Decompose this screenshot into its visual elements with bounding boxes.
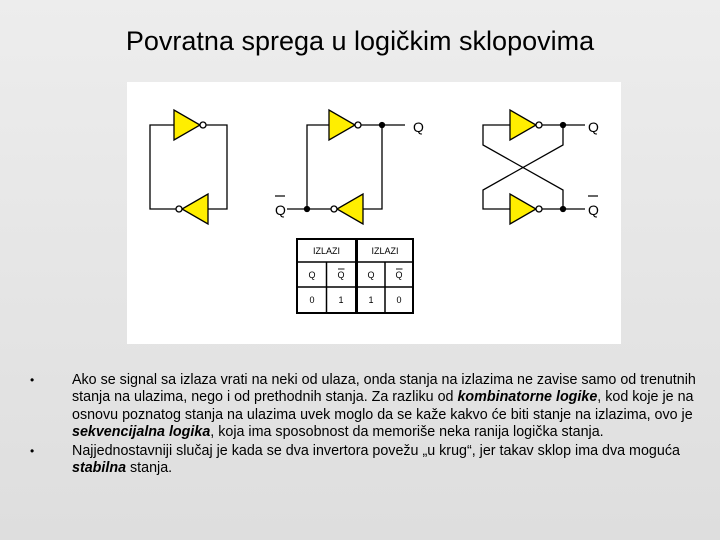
inverter-top-2 xyxy=(329,110,355,140)
bullet-marker: • xyxy=(30,444,35,459)
wire xyxy=(206,125,227,209)
junction-dot xyxy=(561,123,566,128)
wire xyxy=(307,125,329,209)
bullet-item xyxy=(30,443,700,478)
inverter-top-1 xyxy=(174,110,200,140)
slide-title: Povratna sprega u logičkim sklopovima xyxy=(125,26,595,56)
term-combinational-logic: kombinatorne logike xyxy=(457,389,598,406)
circuit-cross-coupled xyxy=(483,110,585,224)
table-col-q: Q xyxy=(308,270,316,280)
bullet-list xyxy=(30,372,700,480)
wire xyxy=(363,125,382,209)
term-sequential-logic: sekvencijalna logika xyxy=(72,423,211,440)
inverter-bubble xyxy=(200,122,206,128)
table-value-qbar: 1 xyxy=(338,295,344,305)
wire xyxy=(483,125,563,209)
bullet-text: , koja ima sposobnost da memoriše neka ranija logička stanja. xyxy=(210,423,604,440)
inverter-bubble xyxy=(355,122,361,128)
bullet-text: stanja. xyxy=(126,460,173,477)
bullet-marker: • xyxy=(30,373,35,387)
feedback-diagram xyxy=(127,82,621,344)
junction-dot xyxy=(305,207,310,212)
inverter-bottom-2 xyxy=(337,194,363,224)
table-col-qbar: Q xyxy=(337,270,345,280)
state-table-2 xyxy=(357,239,413,313)
bullet-text: , kod koje je na osnovu poznatog stanja na ulazima uvek moglo da se kaže kakvo će biti stanje na izlazima, ovo je xyxy=(72,389,694,423)
table-value-q: 0 xyxy=(309,295,315,305)
bullet-text: Ako se signal sa izlaza vrati na neki od ulaza, onda stanja na izlazima ne zavise samo od trenutnih stanja na ulazima, nego i od prethodnih stanja. Za razliku od xyxy=(72,372,696,406)
inverter-top-3 xyxy=(510,110,536,140)
bullet-item xyxy=(30,372,700,441)
inverter-bubble xyxy=(536,122,542,128)
junction-dot xyxy=(380,123,385,128)
wire xyxy=(150,125,176,209)
inverter-bubble xyxy=(176,206,182,212)
table-col-q: Q xyxy=(367,270,375,280)
state-table-1 xyxy=(297,239,356,313)
inverter-bottom-3 xyxy=(510,194,536,224)
inverter-bottom-1 xyxy=(182,194,208,224)
label-qbar-output: Q xyxy=(588,202,599,218)
bullet-text: Najjednostavniji slučaj je kada se dva invertora povežu „u krug“, jer takav sklop ima dva moguća xyxy=(72,443,680,460)
label-qbar-output: Q xyxy=(275,202,286,218)
table-header: IZLAZI xyxy=(371,246,399,256)
term-stable: stabilna xyxy=(72,460,127,477)
table-col-qbar: Q xyxy=(395,270,403,280)
circuit-loop-with-outputs xyxy=(287,110,405,224)
circuit-simple-loop xyxy=(150,110,227,224)
inverter-bubble xyxy=(331,206,337,212)
label-q-output: Q xyxy=(413,119,424,135)
junction-dot xyxy=(561,207,566,212)
table-header: IZLAZI xyxy=(312,246,341,256)
inverter-bubble xyxy=(536,206,542,212)
label-q-output: Q xyxy=(588,119,599,135)
table-value-q: 1 xyxy=(368,295,374,305)
table-value-qbar: 0 xyxy=(396,295,402,305)
